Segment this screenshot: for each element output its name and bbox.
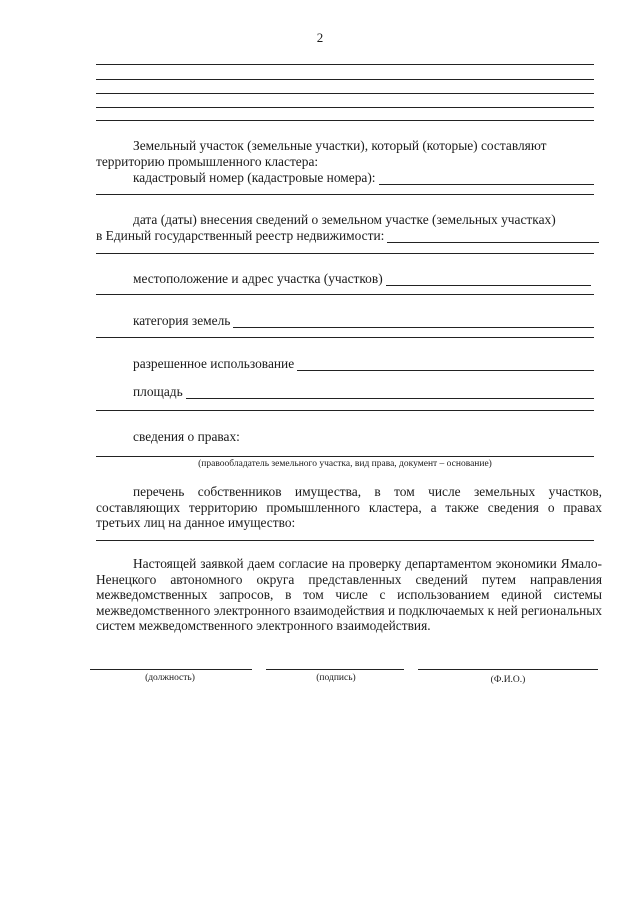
position-caption: (должность) [145,673,195,683]
registry-date-line1: дата (даты) внесения сведений о земельном участке (земельных участках) [133,212,556,227]
land-plot-intro-line2: территорию промышленного кластера: [96,154,319,169]
permitted-use-input-line[interactable] [297,359,594,371]
blank-line[interactable] [96,93,594,94]
consent-text: Настоящей заявкой даем согласие на проверку департаментом экономики Ямало-Ненецкого автономного округа представленных сведений путем направления межведомственных запросов, в том числе с использованием единой системы межведомственного электронного взаимодействия и подключаемых к ней региональных систем межведомственного электронного взаимодействия. [96,556,602,633]
rights-caption: (правообладатель земельного участка, вид права, документ – основание) [198,459,492,469]
blank-line[interactable] [96,120,594,121]
area-label: площадь [133,384,183,399]
land-category-field[interactable] [133,313,594,328]
blank-line[interactable] [96,64,594,65]
location-field[interactable] [133,271,591,286]
area-input-line[interactable] [186,387,594,399]
rights-label: сведения о правах: [133,429,240,444]
cadastral-number-input-line[interactable] [379,173,594,185]
blank-line[interactable] [96,107,594,108]
signature-caption: (подпись) [316,673,356,683]
permitted-use-field[interactable] [133,356,594,371]
signature-line[interactable] [266,669,404,670]
permitted-use-label: разрешенное использование [133,356,295,371]
land-plot-intro-line1: Земельный участок (земельные участки), который (которые) составляют [133,138,547,153]
blank-line[interactable] [96,79,594,80]
blank-line[interactable] [96,253,594,254]
location-label: местоположение и адрес участка (участков) [133,271,383,286]
registry-date-label: в Единый государственный реестр недвижимости: [96,228,385,243]
owners-input-line[interactable] [96,540,594,541]
registry-date-field[interactable] [96,228,599,243]
page-number: 2 [316,30,324,45]
registry-date-input-line[interactable] [387,231,599,243]
area-field[interactable] [133,384,594,399]
cadastral-number-label: кадастровый номер (кадастровые номера): [133,170,376,185]
blank-line[interactable] [96,294,594,295]
land-category-label: категория земель [133,313,231,328]
land-category-input-line[interactable] [233,316,594,328]
full-name-signature-line[interactable] [418,669,598,670]
position-signature-line[interactable] [90,669,252,670]
blank-line[interactable] [96,337,594,338]
rights-input-line[interactable] [96,456,594,457]
cadastral-number-field[interactable] [133,170,594,185]
owners-list-text: перечень собственников имущества, в том числе земельных участков, составляющих территорию промышленного кластера, а также сведения о правах третьих лиц на данное имущество: [96,484,602,530]
location-input-line[interactable] [386,274,591,286]
full-name-caption: (Ф.И.О.) [490,675,526,685]
blank-line[interactable] [96,410,594,411]
blank-line[interactable] [96,194,594,195]
